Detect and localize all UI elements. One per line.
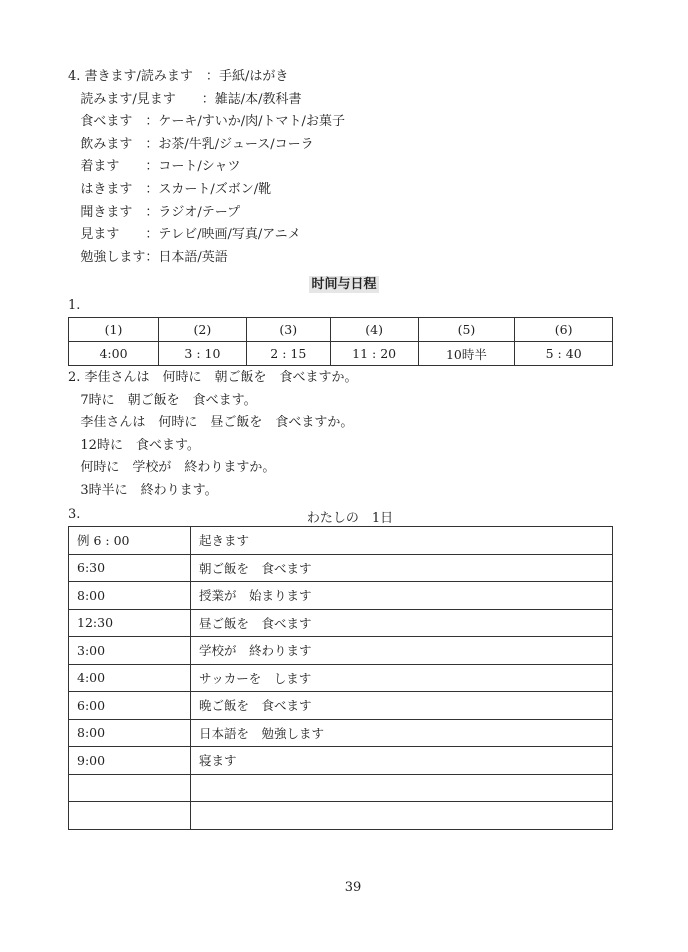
vocab-verb: 着ます ： [80, 159, 159, 175]
time-cell: 4:00 [69, 664, 191, 692]
q3-label: 3. [68, 507, 81, 522]
table-header-cell: (5) [418, 318, 515, 342]
vocab-verb: 読みます/見ます ： [80, 91, 215, 107]
activity-cell [191, 802, 613, 830]
table-header-cell: (2) [158, 318, 246, 342]
vocab-verb: 勉強します： [80, 249, 159, 265]
activity-cell: サッカーを します [191, 664, 613, 692]
table-row [69, 527, 613, 555]
q3-title: わたしの 1日 [306, 511, 394, 526]
vocab-verb: はきます ： [80, 181, 159, 197]
table-cell: 2 : 15 [246, 342, 330, 366]
table-cell: 4:00 [69, 342, 159, 366]
table-row [69, 664, 613, 692]
activity-cell: 昼ご飯を 食べます [191, 609, 613, 637]
activity-cell: 日本語を 勉強します [191, 719, 613, 747]
table-cell: 10時半 [418, 342, 515, 366]
time-cell: 8:00 [69, 719, 191, 747]
time-cell [69, 774, 191, 802]
vocab-prefix [68, 179, 80, 202]
vocab-line [68, 134, 345, 157]
vocab-line [68, 66, 345, 89]
vocab-list [68, 66, 345, 269]
vocab-verb: 聞きます ： [80, 204, 159, 220]
vocab-verb: 食べます ： [80, 114, 159, 130]
activity-cell: 起きます [191, 527, 613, 555]
table-row [69, 692, 613, 720]
time-cell: 8:00 [69, 582, 191, 610]
vocab-items: ラジオ/テープ [158, 204, 241, 220]
dialogue-line: 12時に 食べます。 [68, 437, 200, 453]
section-title [0, 273, 688, 292]
vocab-line [68, 247, 345, 270]
vocab-items: テレビ/映画/写真/アニメ [158, 227, 301, 243]
table-header-cell: (3) [246, 318, 330, 342]
vocab-items: 手紙/はがき [218, 69, 289, 84]
vocab-prefix [68, 111, 80, 134]
time-cell: 例 6 : 00 [69, 527, 191, 555]
vocab-line [68, 111, 345, 134]
time-answer-table [68, 317, 613, 366]
table-row [69, 554, 613, 582]
time-cell: 9:00 [69, 747, 191, 775]
q1-label: 1. [68, 298, 81, 313]
vocab-verb: 見ます ： [80, 227, 159, 243]
vocab-verb: 飲みます ： [80, 136, 159, 152]
activity-cell: 授業が 始まります [191, 582, 613, 610]
dialogue-line: 3時半に 終わります。 [68, 482, 218, 498]
time-cell: 6:00 [69, 692, 191, 720]
table-row [69, 802, 613, 830]
dialogue-line: 何時に 学校が 終わりますか。 [68, 460, 276, 476]
vocab-line [68, 179, 345, 202]
vocab-prefix [68, 247, 80, 270]
section-title-text: 时间与日程 [311, 277, 377, 292]
activity-cell: 朝ご飯を 食べます [191, 554, 613, 582]
vocab-line [68, 224, 345, 247]
vocab-verb: 書きます/読みます ： [84, 69, 219, 84]
activity-cell: 晩ご飯を 食べます [191, 692, 613, 720]
vocab-line [68, 202, 345, 225]
vocab-items: 雑誌/本/教科書 [214, 91, 302, 107]
time-cell: 12:30 [69, 609, 191, 637]
time-cell: 6:30 [69, 554, 191, 582]
time-cell [69, 802, 191, 830]
vocab-prefix [68, 202, 80, 225]
vocab-prefix [68, 224, 80, 247]
time-cell: 3:00 [69, 637, 191, 665]
table-cell: 5 : 40 [515, 342, 613, 366]
vocab-line [68, 156, 345, 179]
vocab-items: お茶/牛乳/ジュース/コーラ [158, 136, 314, 152]
table-header-cell: (6) [515, 318, 613, 342]
activity-cell: 学校が 終わります [191, 637, 613, 665]
table-cell: 11 : 20 [330, 342, 418, 366]
vocab-line [68, 89, 345, 112]
table-header-cell: (1) [69, 318, 159, 342]
table-row [69, 609, 613, 637]
vocab-items: スカート/ズボン/靴 [158, 181, 272, 197]
table-cell: 3 : 10 [158, 342, 246, 366]
activity-cell: 寝ます [191, 747, 613, 775]
vocab-prefix [68, 156, 80, 179]
vocab-prefix [68, 134, 80, 157]
vocab-items: ケーキ/すいか/肉/トマト/お菓子 [158, 114, 345, 130]
table-row [69, 747, 613, 775]
vocab-items: コート/シャツ [158, 159, 241, 175]
table-row [69, 774, 613, 802]
dialogue-line: 2. 李佳さんは 何時に 朝ご飯を 食べますか。 [68, 370, 358, 385]
activity-cell [191, 774, 613, 802]
page-number: 39 [344, 880, 362, 895]
vocab-prefix: 4. [68, 69, 85, 84]
table-row [69, 637, 613, 665]
table-header-cell: (4) [330, 318, 418, 342]
dialogue-line: 7時に 朝ご飯を 食べます。 [68, 392, 257, 408]
dialogue-line: 李佳さんは 何時に 昼ご飯を 食べますか。 [68, 415, 354, 431]
daily-schedule-table [68, 526, 613, 830]
table-row [69, 582, 613, 610]
vocab-items: 日本語/英語 [158, 249, 228, 265]
q2-dialogue [68, 367, 358, 503]
vocab-prefix [68, 89, 80, 112]
table-row [69, 719, 613, 747]
